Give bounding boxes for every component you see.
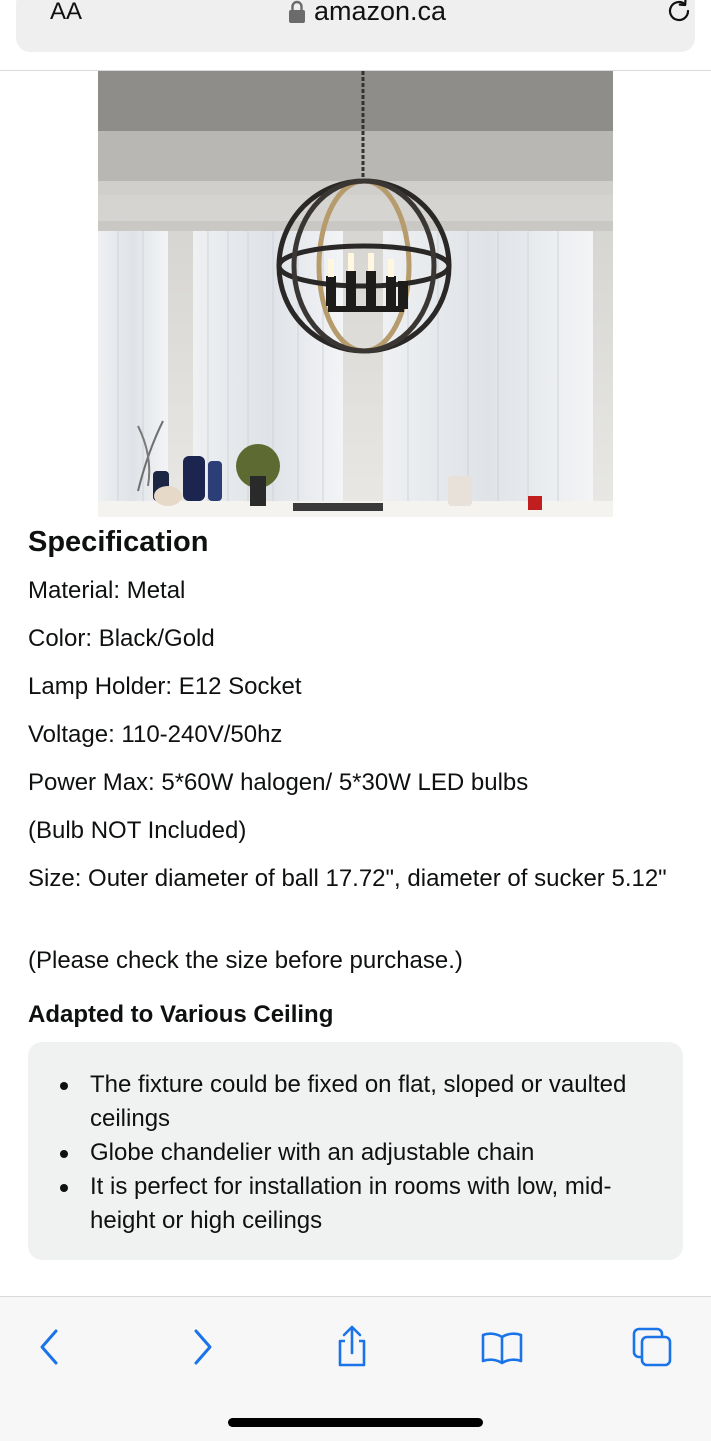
lock-icon bbox=[288, 0, 306, 24]
bookmarks-icon[interactable] bbox=[480, 1325, 524, 1369]
url-text: amazon.ca bbox=[314, 0, 447, 26]
feature-bullet-list bbox=[28, 1068, 668, 1238]
tabs-icon[interactable] bbox=[630, 1325, 674, 1369]
back-icon[interactable] bbox=[28, 1325, 72, 1369]
specification-heading: Specification bbox=[28, 526, 209, 558]
adapted-heading: Adapted to Various Ceiling bbox=[28, 1001, 334, 1028]
list-item bbox=[28, 1170, 668, 1238]
spec-size-note: (Please check the size before purchase.) bbox=[28, 947, 463, 974]
spec-voltage: Voltage: 110-240V/50hz bbox=[28, 721, 283, 748]
bullet-text: It is perfect for installation in rooms with low, mid-height or high ceilings bbox=[90, 1173, 612, 1234]
address-bar-area bbox=[0, 0, 711, 71]
share-icon[interactable] bbox=[330, 1325, 374, 1369]
spec-power-max: Power Max: 5*60W halogen/ 5*30W LED bulbs bbox=[28, 769, 529, 796]
bullet-text: Globe chandelier with an adjustable chain bbox=[90, 1139, 535, 1166]
bullet-dot-icon bbox=[60, 1150, 68, 1158]
chandelier-photo bbox=[98, 71, 613, 517]
spec-color: Color: Black/Gold bbox=[28, 625, 215, 652]
address-bar[interactable] bbox=[16, 0, 695, 52]
forward-icon[interactable] bbox=[180, 1325, 224, 1369]
spec-size: Size: Outer diameter of ball 17.72", diameter of sucker 5.12" bbox=[28, 865, 667, 892]
spec-lamp-holder: Lamp Holder: E12 Socket bbox=[28, 673, 302, 700]
product-image[interactable] bbox=[98, 71, 613, 517]
browser-toolbar bbox=[0, 1296, 711, 1441]
bullet-dot-icon bbox=[60, 1184, 68, 1192]
list-item bbox=[28, 1136, 668, 1170]
bullet-dot-icon bbox=[60, 1082, 68, 1090]
url-field[interactable] bbox=[288, 0, 446, 27]
spec-material: Material: Metal bbox=[28, 577, 186, 604]
feature-bullets-box bbox=[28, 1042, 683, 1260]
list-item bbox=[28, 1068, 668, 1136]
text-size-button[interactable]: AA bbox=[50, 0, 83, 25]
bullet-text: The fixture could be fixed on flat, sloped or vaulted ceilings bbox=[90, 1071, 627, 1132]
home-indicator bbox=[228, 1418, 483, 1427]
reload-icon[interactable] bbox=[664, 0, 694, 26]
spec-bulb-note: (Bulb NOT Included) bbox=[28, 817, 247, 844]
